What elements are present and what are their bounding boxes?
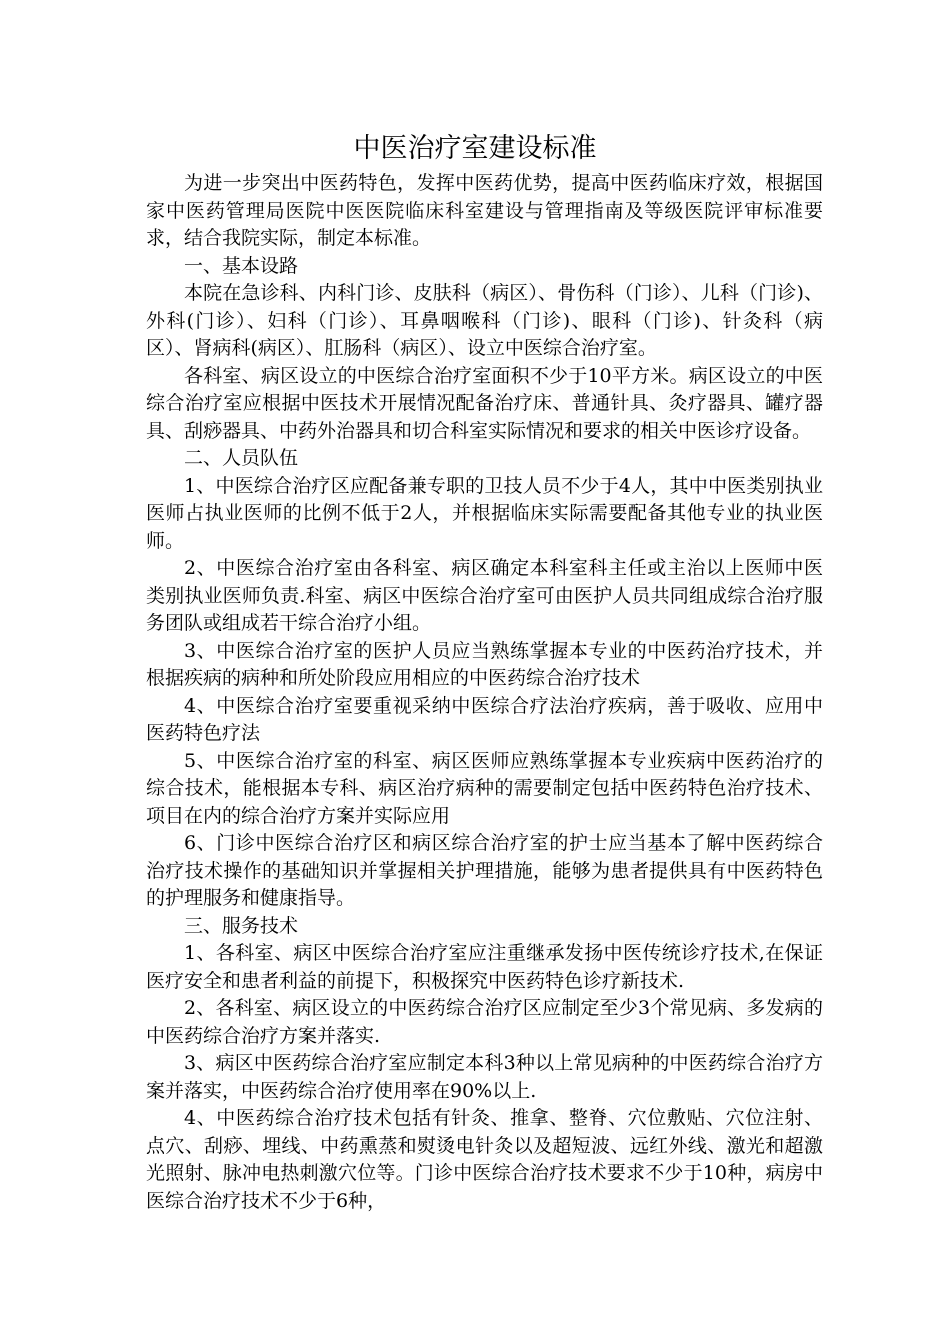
section-heading-services: 三、服务技术 <box>184 914 299 937</box>
paragraph: 1、中医综合治疗区应配备兼专职的卫技人员不少于4人，其中中医类别执业医师占执业医师的比例不低于2人，并根据临床实际需要配备其他专业的执业医师。 <box>146 474 823 552</box>
paragraph: 5、中医综合治疗室的科室、病区医师应熟练掌握本专业疾病中医药治疗的综合技术，能根据本专科、病区治疗病种的需要制定包括中医药特色治疗技术、项目在内的综合治疗方案并实际应用 <box>146 749 823 827</box>
paragraph: 4、中医综合治疗室要重视采纳中医综合疗法治疗疾病，善于吸收、应用中医药特色疗法 <box>146 694 823 744</box>
paragraph: 3、中医综合治疗室的医护人员应当熟练掌握本专业的中医药治疗技术，并根据疾病的病种和所处阶段应用相应的中医药综合治疗技术 <box>146 639 823 689</box>
section-heading-staff: 二、人员队伍 <box>184 447 299 469</box>
intro-paragraph: 为进一步突出中医药特色，发挥中医药优势，提高中医药临床疗效，根据国家中医药管理局医院中医医院临床科室建设与管理指南及等级医院评审标准要求，结合我院实际，制定本标准。 <box>146 172 823 249</box>
paragraph: 3、病区中医药综合治疗室应制定本科3种以上常见病种的中医药综合治疗方案并落实，中医药综合治疗使用率在90%以上. <box>146 1052 823 1102</box>
paragraph: 2、中医综合治疗室由各科室、病区确定本科室科主任或主治以上医师中医类别执业医师负责.科室、病区中医综合治疗室可由医护人员共同组成综合治疗服务团队或组成若干综合治疗小组。 <box>146 557 823 634</box>
paragraph: 本院在急诊科、内科门诊、皮肤科（病区）、骨伤科（门诊）、儿科（门诊)、外科(门诊）、妇科（门诊）、耳鼻咽喉科（门诊)、眼科（门诊)、针灸科（病区）、肾病科(病区）、肛肠科（病区）、设立中医综合治疗室。 <box>146 282 823 359</box>
paragraph: 1、各科室、病区中医综合治疗室应注重继承发扬中医传统诊疗技术,在保证医疗安全和患者利益的前提下，积极探究中医药特色诊疗新技术. <box>146 942 823 992</box>
paragraph: 4、中医药综合治疗技术包括有针灸、推拿、整脊、穴位敷贴、穴位注射、点穴、刮痧、埋线、中药熏蒸和熨烫电针灸以及超短波、远红外线、激光和超激光照射、脉冲电热刺激穴位等。门诊中医综合治疗技术要求不少于10种，病房中医综合治疗技术不少于6种， <box>146 1107 823 1212</box>
document-body <box>146 170 823 1215</box>
paragraph: 各科室、病区设立的中医综合治疗室面积不少于10平方米。病区设立的中医综合治疗室应根据中医技术开展情况配备治疗床、普通针具、灸疗器具、罐疗器具、刮痧器具、中药外治器具和切合科室实际情况和要求的相关中医诊疗设备。 <box>146 364 823 442</box>
paragraph: 6、门诊中医综合治疗区和病区综合治疗室的护士应当基本了解中医药综合治疗技术操作的基础知识并掌握相关护理措施，能够为患者提供具有中医药特色的护理服务和健康指导。 <box>146 832 823 909</box>
paragraph: 2、各科室、病区设立的中医药综合治疗区应制定至少3个常见病、多发病的中医药综合治疗方案并落实. <box>146 997 823 1047</box>
section-heading-facilities: 一、基本设路 <box>184 254 299 277</box>
document-title: 中医治疗室建设标准 <box>353 133 597 164</box>
